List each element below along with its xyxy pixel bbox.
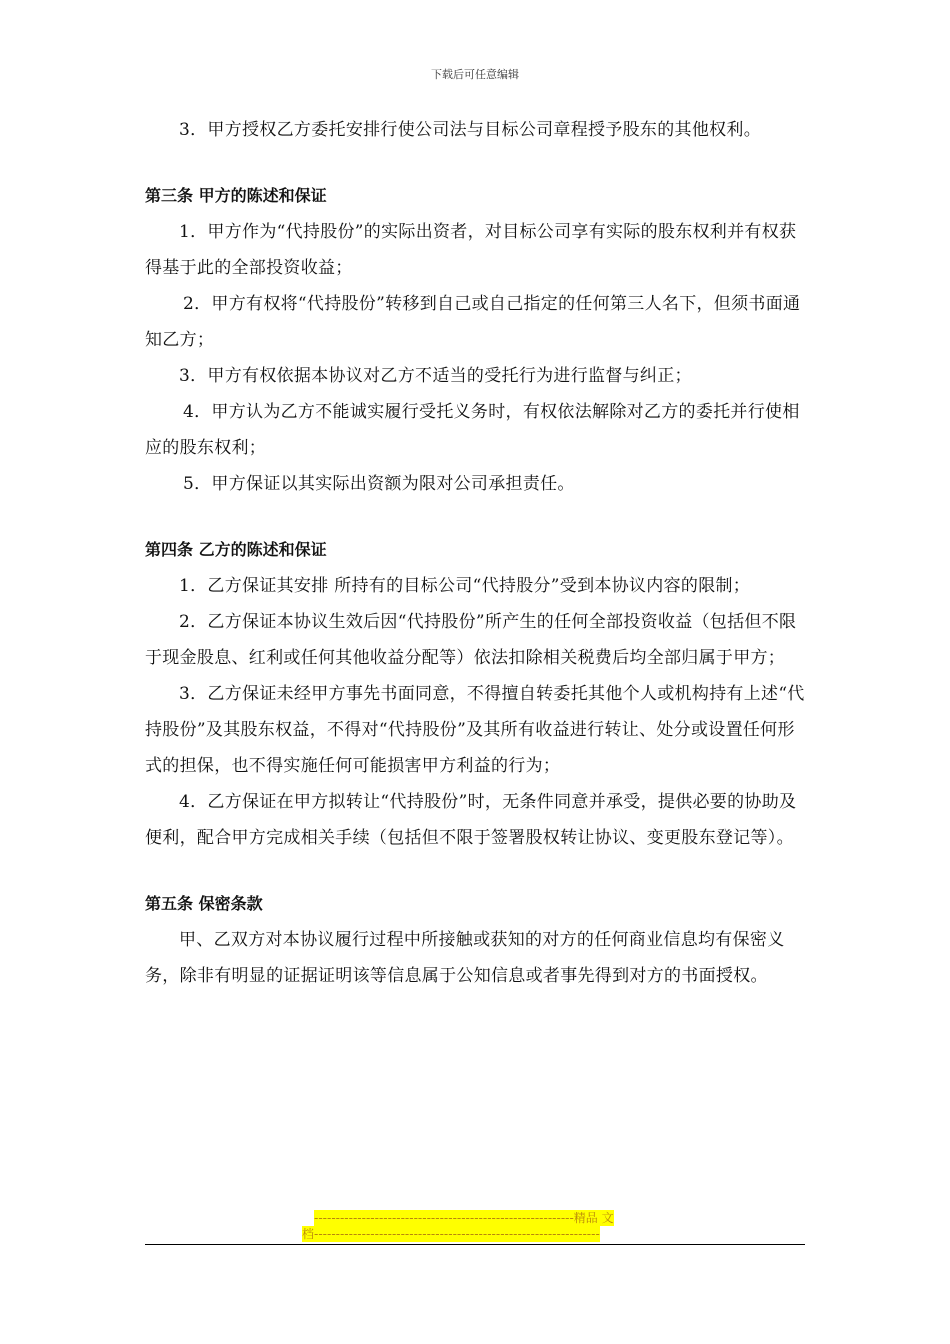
section-3-item: 3．甲方有权依据本协议对乙方不适当的受托行为进行监督与纠正； <box>179 366 692 386</box>
section-4-item: 2．乙方保证本协议生效后因“代持股份”所产生的任何全部投资收益（包括但不限于现金股息、红利或任何其他收益分配等）依法扣除相关税费后均全部归属于甲方； <box>145 612 797 668</box>
footer-line-1: ------------------------------------------------------------精品 文 <box>314 1211 614 1225</box>
footer-rule <box>145 1244 805 1245</box>
section-4-item: 1．乙方保证其安排 所持有的目标公司“代持股分”受到本协议内容的限制； <box>179 576 751 596</box>
footer-watermark <box>302 1210 647 1242</box>
section-5-item: 甲、乙双方对本协议履行过程中所接触或获知的对方的任何商业信息均有保密义务，除非有明显的证据证明该等信息属于公知信息或者事先得到对方的书面授权。 <box>145 930 785 986</box>
section-3-item: 4．甲方认为乙方不能诚实履行受托义务时，有权依法解除对乙方的委托并行使相应的股东权利； <box>145 402 800 458</box>
document-body <box>145 112 810 994</box>
section-3-item: 5．甲方保证以其实际出资额为限对公司承担责任。 <box>183 474 575 494</box>
section-4-title: 第四条 乙方的陈述和保证 <box>145 540 327 559</box>
section-3-item: 1．甲方作为“代持股份”的实际出资者，对目标公司享有实际的股东权利并有权获得基于此的全部投资收益； <box>145 222 797 278</box>
section-3-title: 第三条 甲方的陈述和保证 <box>145 186 327 205</box>
section-4-item: 4．乙方保证在甲方拟转让“代持股份”时，无条件同意并承受，提供必要的协助及便利，配合甲方完成相关手续（包括但不限于签署股权转让协议、变更股东登记等）。 <box>145 792 797 848</box>
page-header: 下载后可任意编辑 <box>431 68 519 81</box>
intro-clause: 3．甲方授权乙方委托安排行使公司法与目标公司章程授予股东的其他权利。 <box>179 120 762 140</box>
section-5-title: 第五条 保密条款 <box>145 894 263 913</box>
section-3-item: 2．甲方有权将“代持股份”转移到自己或自己指定的任何第三人名下，但须书面通知乙方； <box>145 294 801 350</box>
footer-line-2: 档------------------------------------------------------------------ <box>302 1227 600 1241</box>
section-4-item: 3．乙方保证未经甲方事先书面同意，不得擅自转委托其他个人或机构持有上述“代持股份”及其股东权益，不得对“代持股份”及其所有收益进行转让、处分或设置任何形式的担保，也不得实施任何可能损害甲方利益的行为； <box>145 684 805 776</box>
